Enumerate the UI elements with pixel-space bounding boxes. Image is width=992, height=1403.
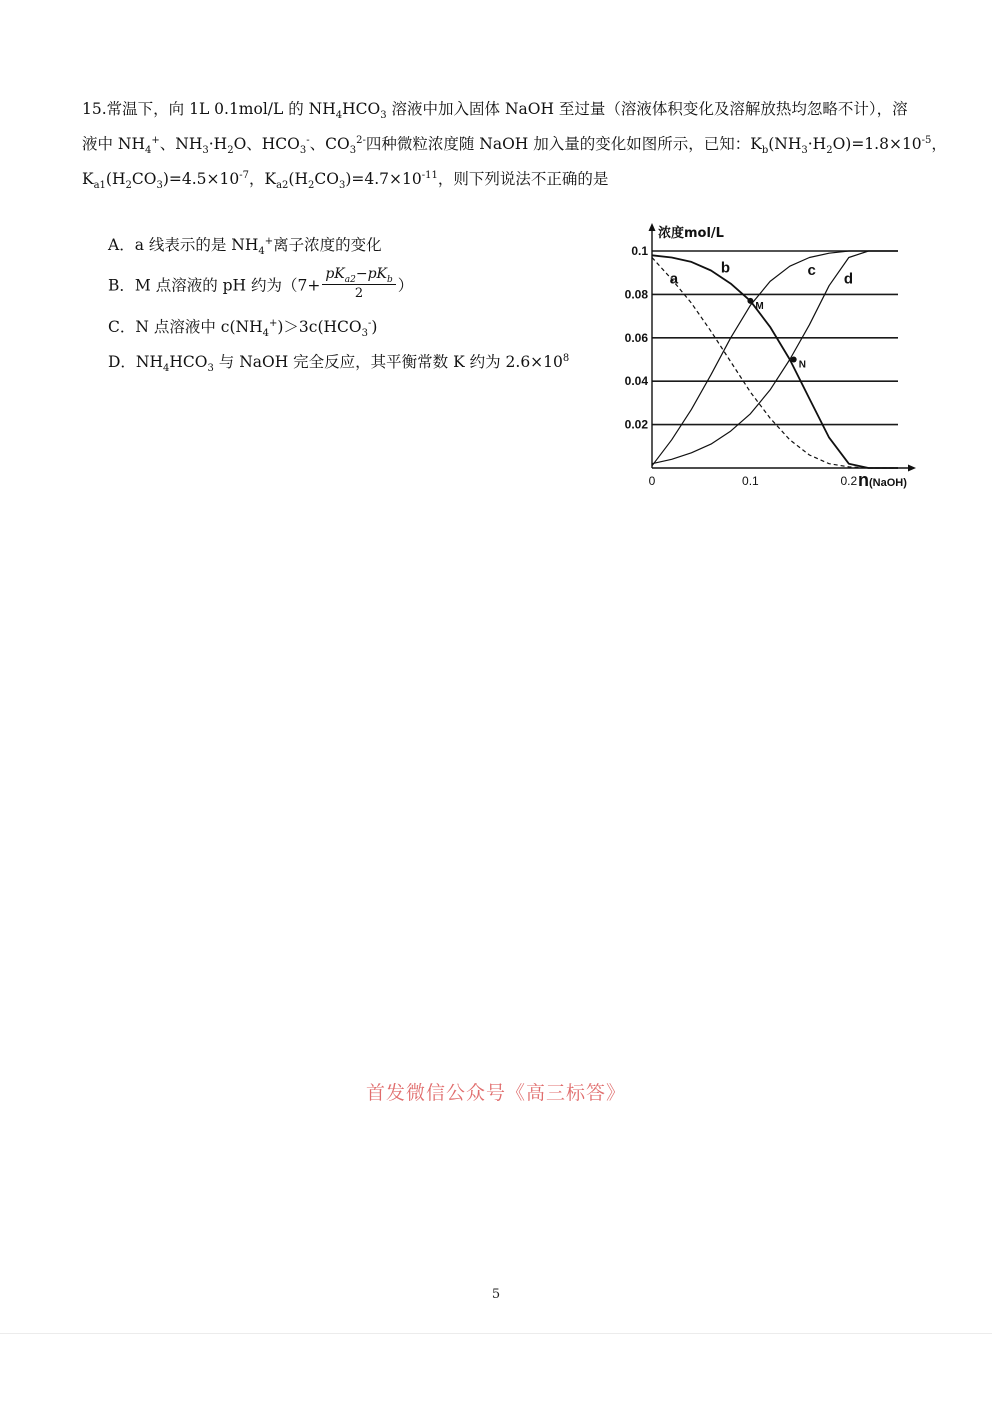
x-tick-label: 0 (648, 474, 656, 488)
x-tick-label: 0.1 (742, 474, 759, 488)
y-tick-label: 0.06 (624, 330, 648, 345)
point-label-M: M (755, 300, 764, 312)
series-line-d (652, 251, 898, 464)
y-axis-title: 浓度mol/L (658, 226, 724, 241)
point-N (791, 357, 797, 363)
question-stem (82, 92, 947, 197)
series-label-b: b (720, 259, 731, 277)
fraction-denominator: 2 (354, 286, 364, 301)
page-divider (0, 1333, 992, 1334)
series-line-a (652, 258, 898, 469)
series-label-a: a (669, 270, 679, 288)
series-line-c (652, 251, 898, 466)
question-line-1: 15.常温下，向 1L 0.1mol/L 的 $NH_4HCO_3$ 溶液中加入固体 NaOH 至过量（溶液体积变化及溶解放热均忽略不计），溶 (82, 100, 908, 122)
x-axis-title: n(NaOH) (858, 470, 907, 490)
chart-svg (600, 215, 930, 500)
option-a[interactable]: A．a 线表示的是 $NH_4^+$离子浓度的变化 (108, 235, 382, 258)
option-c[interactable]: C．N 点溶液中 $c(NH_4^+)>3c(HCO_3^-)$ (108, 317, 378, 340)
question-line-3: $K_{a1}(H_2CO_3)=4.5\times 10^{-7}$，$K_{a2}(H_2CO_3)=4.7\times 10^{-11}$，则下列说法不正确的是 (82, 169, 609, 192)
option-d[interactable]: D．$NH_4HCO_3$ 与 NaOH 完全反应，其平衡常数 K 约为 $2.6\times 10^8$ (108, 352, 570, 375)
series-label-d: d (843, 270, 854, 288)
y-axis-arrow (649, 223, 656, 231)
option-b[interactable]: B．M 点溶液的 pH 约为（7+ $\frac{pK_{a2}-pK_b}{2}$ ） (108, 266, 414, 301)
watermark: 首发微信公众号《高三标答》 (365, 1082, 626, 1104)
fraction (322, 265, 395, 302)
page-number: 5 (491, 1287, 501, 1302)
y-tick-label: 0.04 (624, 374, 648, 389)
series-line-b (652, 255, 898, 468)
fraction-numerator: $pK_{a2}-pK_b$ (322, 265, 395, 285)
concentration-chart (600, 215, 930, 500)
y-tick-label: 0.08 (624, 287, 648, 302)
x-axis-arrow (908, 465, 916, 472)
y-tick-label: 0.02 (624, 417, 648, 432)
x-tick-label: 0.2 (840, 474, 858, 488)
series-label-c: c (807, 261, 816, 279)
point-label-N: N (798, 359, 806, 371)
question-line-2: 液中 $NH_4^+$、$NH_3\cdot H_2O$、$HCO_3^-$、$CO_3^{2-}$四种微粒浓度随 NaOH 加入量的变化如图所示，已知：$K_b(NH_3\cdot H_2O)=1.8\times 10^{-5}$， (82, 134, 947, 157)
y-tick-label: 0.1 (631, 244, 648, 258)
point-M (747, 298, 753, 304)
